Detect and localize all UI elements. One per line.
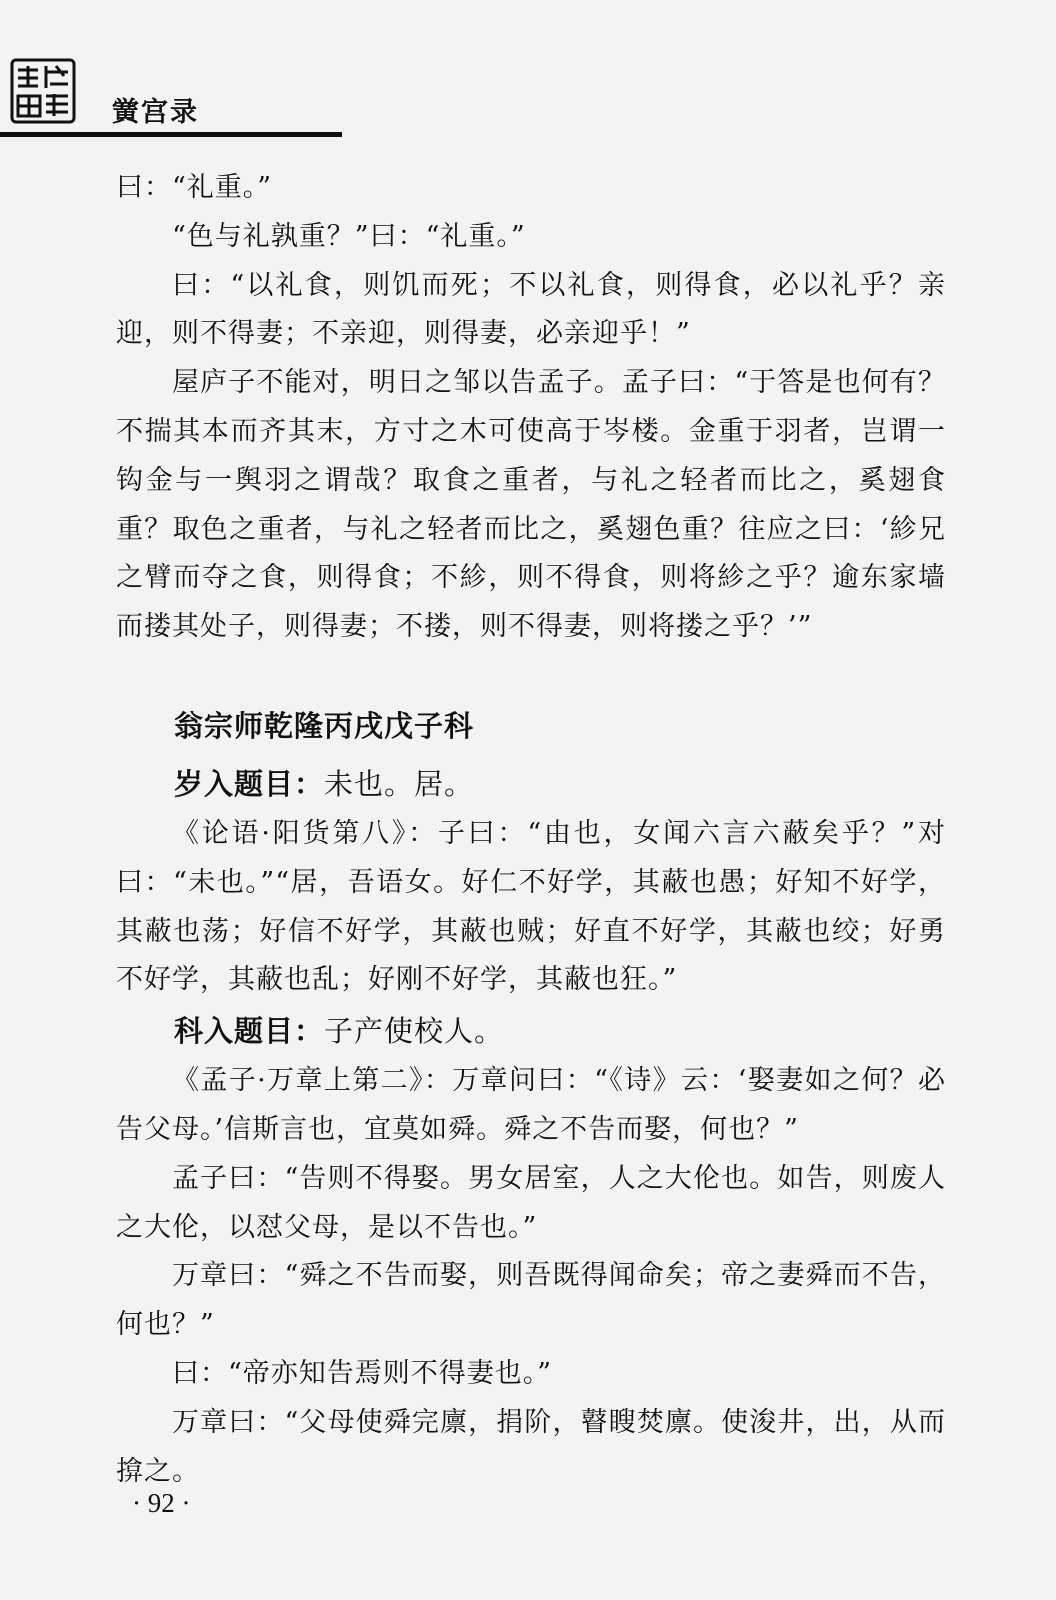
- section-spacer: [116, 652, 946, 700]
- paragraph: 屋庐子不能对，明日之邹以告孟子。孟子曰：“于答是也何有？不揣其本而齐其末，方寸之木可使高于岑楼。金重于羽者，岂谓一钩金与一舆羽之谓哉？取食之重者，与礼之轻者而比之，奚翅食重？取色之重者，与礼之轻者而比之，奚翅色重？往应之曰：‘紾兄之臂而夺之食，则得食；不紾，则不得食，则将紾之乎？逾东家墙而搂其处子，则得妻；不搂，则不得妻，则将搂之乎？’”: [116, 367, 946, 643]
- paragraph: 《论语·阳货第八》：子曰：“由也，女闻六言六蔽矣乎？”对曰：“未也。”“居，吾语女。好仁不好学，其蔽也愚；好知不好学，其蔽也荡；好信不好学，其蔽也贼；好直不好学，其蔽也绞；好勇不好学，其蔽也乱；好刚不好学，其蔽也狂。”: [116, 817, 946, 996]
- page-body: [116, 164, 946, 1496]
- page-number: · 92 ·: [132, 1488, 191, 1518]
- paragraph: 曰：“以礼食，则饥而死；不以礼食，则得食，必以礼乎？亲迎，则不得妻；不亲迎，则得妻，必亲迎乎！”: [116, 269, 946, 350]
- paragraph: 万章曰：“舜之不告而娶，则吾既得闻命矣；帝之妻舜而不告，何也？”: [116, 1260, 946, 1341]
- question-line-2: [116, 1005, 946, 1057]
- question-line-1: [116, 758, 946, 810]
- question-text: 未也。居。: [324, 766, 475, 801]
- paragraph: 《孟子·万章上第二》：万章问曰：“《诗》云：‘娶妻如之何？必告父母。’信斯言也，宜莫如舜。舜之不告而娶，何也？”: [116, 1065, 946, 1145]
- paragraph: 孟子曰：“告则不得娶。男女居室，人之大伦也。如告，则废人之大伦，以怼父母，是以不告也。”: [116, 1162, 946, 1243]
- header-rule: [0, 132, 342, 137]
- question-label: 科入题目：: [174, 1014, 325, 1049]
- paragraph: 曰：“礼重。”: [116, 172, 273, 203]
- paragraph: 万章曰：“父母使舜完廪，捐阶，瞽瞍焚廪。使浚井，出，从而揜之。: [116, 1406, 946, 1487]
- paragraph: “色与礼孰重？”曰：“礼重。”: [172, 220, 526, 252]
- paragraph: 曰：“帝亦知告焉则不得妻也。”: [172, 1357, 553, 1389]
- series-seal-logo: [10, 58, 76, 124]
- question-text: 子产使校人。: [324, 1014, 505, 1049]
- question-label: 岁入题目：: [174, 766, 325, 801]
- section-title: 翁宗师乾隆丙戌戊子科: [174, 708, 475, 743]
- running-title: 黉宫录: [112, 97, 199, 128]
